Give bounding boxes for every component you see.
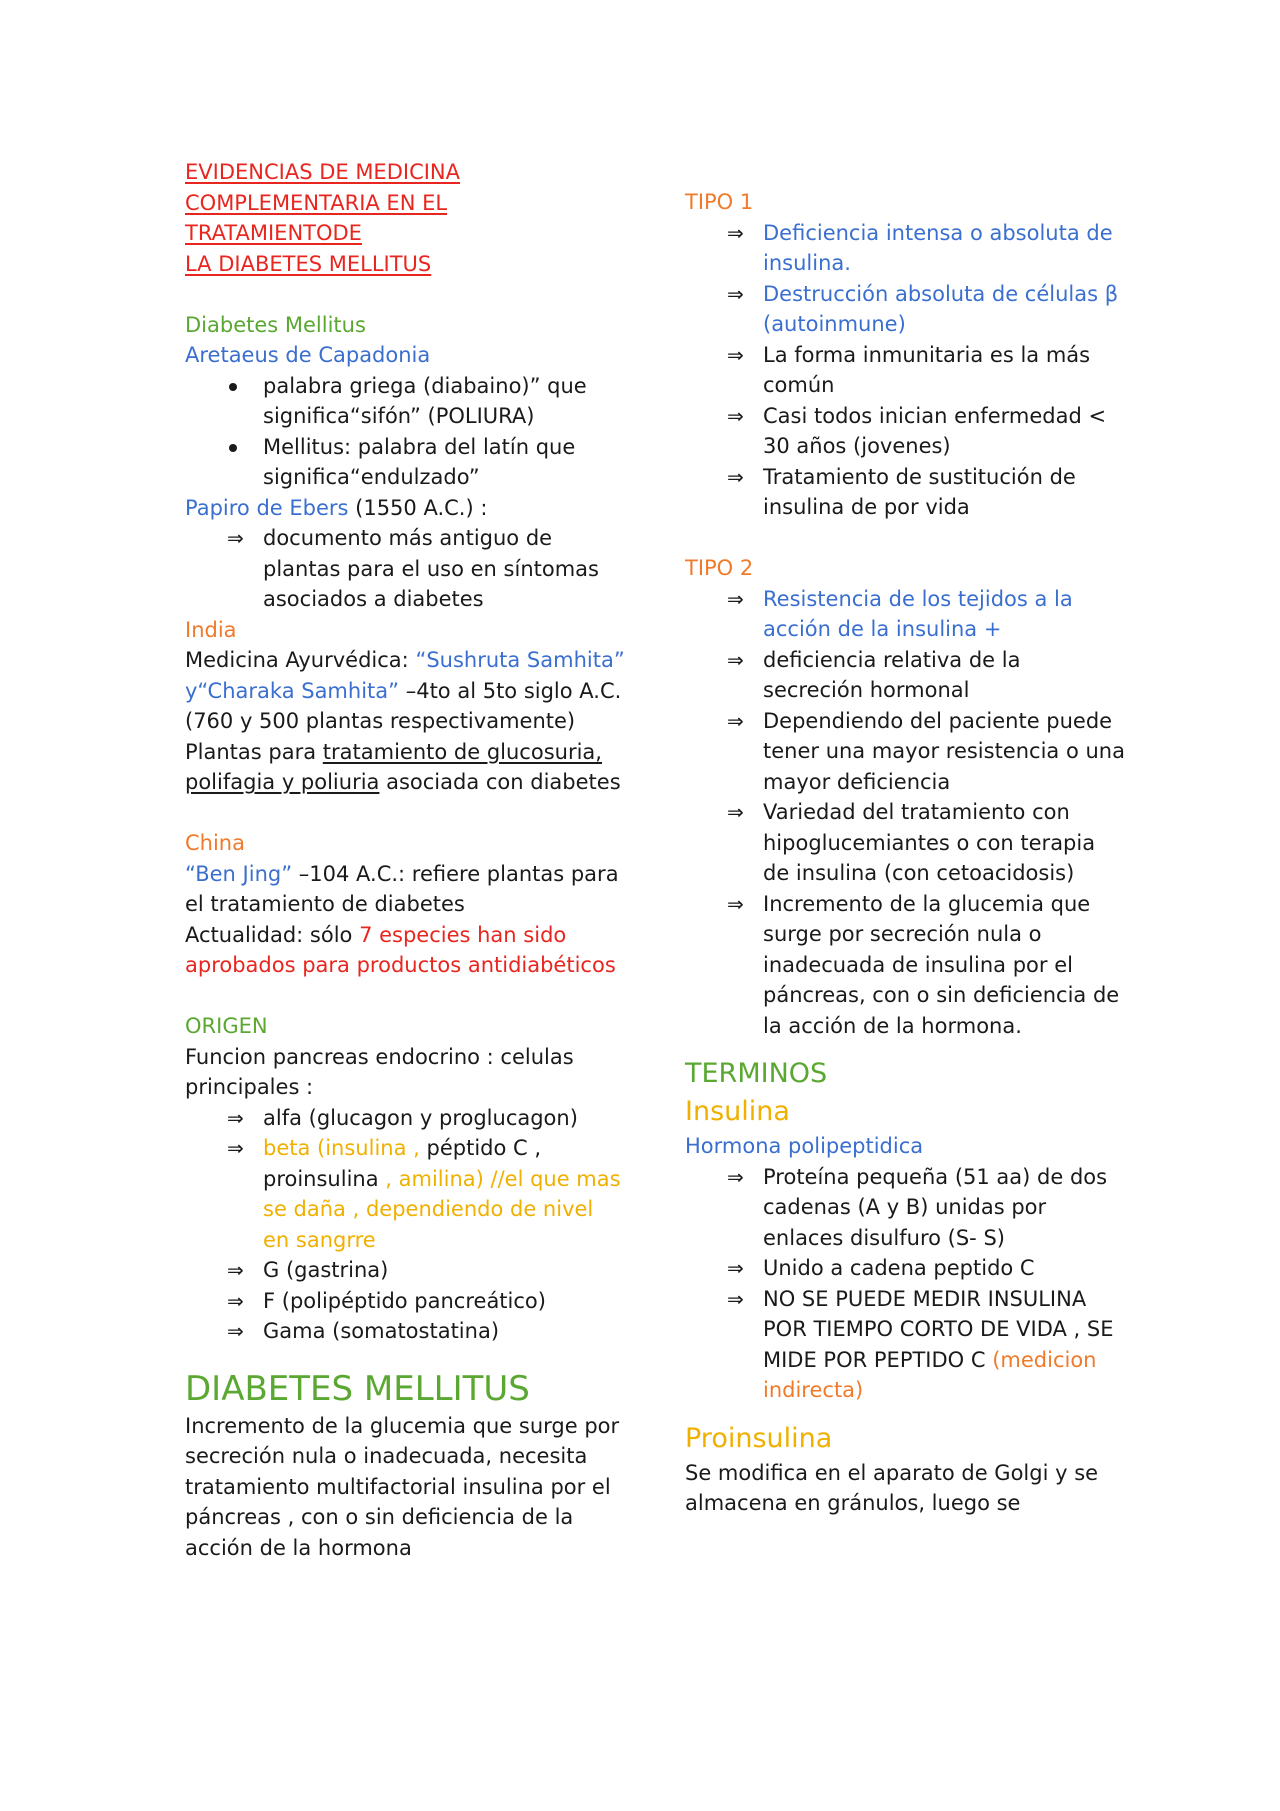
arrow-icon: ⇒ — [227, 1258, 244, 1282]
arrow-icon: ⇒ — [227, 1319, 244, 1343]
arrow-icon: ⇒ — [227, 1288, 244, 1313]
list-item: ⇒ Gama (somatostatina) — [263, 1316, 625, 1347]
document-title — [185, 157, 625, 279]
arrow-icon: ⇒ — [727, 586, 744, 611]
bullet-icon — [229, 444, 237, 452]
cells-list — [185, 1103, 625, 1347]
list-item: ⇒ deficiencia relativa de la secreción hormonal — [763, 645, 1125, 706]
list-item: ⇒ F (polipéptido pancreático) — [263, 1286, 625, 1317]
list-item: ⇒ Proteína pequeña (51 aa) de dos cadenas (A y B) unidas por enlaces disulfuro (S- S) — [763, 1162, 1125, 1254]
tipo2-label: TIPO 2 — [685, 556, 754, 580]
list-item: ⇒ Unido a cadena peptido C — [763, 1253, 1125, 1284]
list-item: ⇒ G (gastrina) — [263, 1255, 625, 1286]
arrow-icon: ⇒ — [227, 526, 244, 550]
arrow-icon: ⇒ — [727, 403, 744, 428]
list-item: ⇒ Resistencia de los tejidos a la acción de la insulina + — [763, 584, 1125, 645]
title-line: COMPLEMENTARIA EN EL — [185, 190, 448, 215]
list-item: ⇒ Casi todos inician enfermedad < 30 años (jovenes) — [763, 401, 1125, 462]
arrow-icon: ⇒ — [727, 800, 744, 824]
tipo2-list — [685, 584, 1125, 1042]
list-item: ⇒ Variedad del tratamiento con hipoglucemiantes o con terapia de insulina (con cetoacidosis) — [763, 797, 1125, 889]
aretaeus-label: Aretaeus de Capadonia — [185, 343, 431, 367]
dm-label: Diabetes Mellitus — [185, 312, 366, 337]
origen-paragraph: Funcion pancreas endocrino : celulas principales : — [185, 1044, 574, 1099]
left-column — [185, 157, 625, 1563]
arrow-icon: ⇒ — [727, 647, 744, 672]
aretaeus-list — [185, 371, 625, 493]
india-label: India — [185, 617, 237, 642]
terminos-heading: TERMINOS — [685, 1058, 828, 1089]
arrow-icon: ⇒ — [727, 464, 744, 489]
ayurveda-paragraph: Medicina Ayurvédica: “Sushruta Samhita” y“Charaka Samhita” –4to al 5to siglo A.C. (760 y 500 plantas respectivamente) — [185, 648, 625, 733]
papiro-list — [185, 523, 625, 615]
list-item: ⇒ Incremento de la glucemia que surge por secreción nula o inadecuada de insulina por el páncreas, con o sin deficiencia de la acción de la hormona. — [763, 889, 1125, 1042]
dm-paragraph: Incremento de la glucemia que surge por secreción nula o inadecuada, necesita tratamiento multifactorial insulina por el páncreas , con o sin deficiencia de la acción de la hormona — [185, 1413, 620, 1560]
arrow-icon: ⇒ — [727, 891, 744, 916]
tipo1-label: TIPO 1 — [685, 190, 754, 214]
title-line: TRATAMIENTODE — [185, 221, 362, 245]
plantas-paragraph: Plantas para tratamiento de glucosuria, polifagia y poliuria asociada con diabetes — [185, 739, 621, 794]
arrow-icon: ⇒ — [727, 1256, 744, 1280]
list-item: ⇒ Deficiencia intensa o absoluta de insulina. — [763, 218, 1125, 279]
actualidad-paragraph: Actualidad: sólo 7 especies han sido aprobados para productos antidiabéticos — [185, 922, 616, 977]
list-item: ⇒ alfa (glucagon y proglucagon) — [263, 1103, 625, 1134]
china-label: China — [185, 831, 245, 855]
right-column — [685, 187, 1125, 1519]
arrow-icon: ⇒ — [727, 1164, 744, 1189]
arrow-icon: ⇒ — [727, 220, 744, 245]
proinsulina-paragraph: Se modifica en el aparato de Golgi y se almacena en gránulos, luego se — [685, 1460, 1099, 1515]
arrow-icon: ⇒ — [727, 342, 744, 367]
list-item: ⇒ Destrucción absoluta de células β (autoinmune) — [763, 279, 1125, 340]
list-item: ⇒ documento más antiguo de plantas para el uso en síntomas asociados a diabetes — [263, 523, 625, 615]
origen-label: ORIGEN — [185, 1014, 268, 1038]
bullet-icon — [229, 383, 237, 391]
insulina-heading: Insulina — [685, 1096, 790, 1127]
arrow-icon: ⇒ — [727, 281, 744, 306]
dm-heading: DIABETES MELLITUS — [185, 1368, 530, 1409]
proinsulina-heading: Proinsulina — [685, 1422, 833, 1454]
list-item: ⇒ beta (insulina , péptido C , proinsulina , amilina) //el que mas se daña , dependiendo de nivel en sangrre — [263, 1133, 625, 1255]
tipo1-list — [685, 218, 1125, 523]
list-item: ⇒ Tratamiento de sustitución de insulina de por vida — [763, 462, 1125, 523]
list-item: Mellitus: palabra del latín que significa“endulzado” — [263, 432, 625, 493]
title-line: LA DIABETES MELLITUS — [185, 251, 432, 276]
title-line: EVIDENCIAS DE MEDICINA — [185, 160, 460, 184]
arrow-icon: ⇒ — [727, 708, 744, 733]
list-item: palabra griega (diabaino)” que significa“sifón” (POLIURA) — [263, 371, 625, 432]
arrow-icon: ⇒ — [227, 1105, 244, 1130]
list-item: ⇒ NO SE PUEDE MEDIR INSULINA POR TIEMPO CORTO DE VIDA , SE MIDE POR PEPTIDO C (medicion indirecta) — [763, 1284, 1125, 1406]
insulina-list — [685, 1162, 1125, 1406]
papiro-line: Papiro de Ebers (1550 A.C.) : — [185, 495, 488, 520]
arrow-icon: ⇒ — [227, 1136, 244, 1160]
benjing-paragraph: “Ben Jing” –104 A.C.: refiere plantas para el tratamiento de diabetes — [185, 861, 619, 916]
list-item: ⇒ La forma inmunitaria es la más común — [763, 340, 1125, 401]
hormona-label: Hormona polipeptidica — [685, 1134, 924, 1158]
arrow-icon: ⇒ — [727, 1286, 744, 1311]
list-item: ⇒ Dependiendo del paciente puede tener una mayor resistencia o una mayor deficiencia — [763, 706, 1125, 798]
